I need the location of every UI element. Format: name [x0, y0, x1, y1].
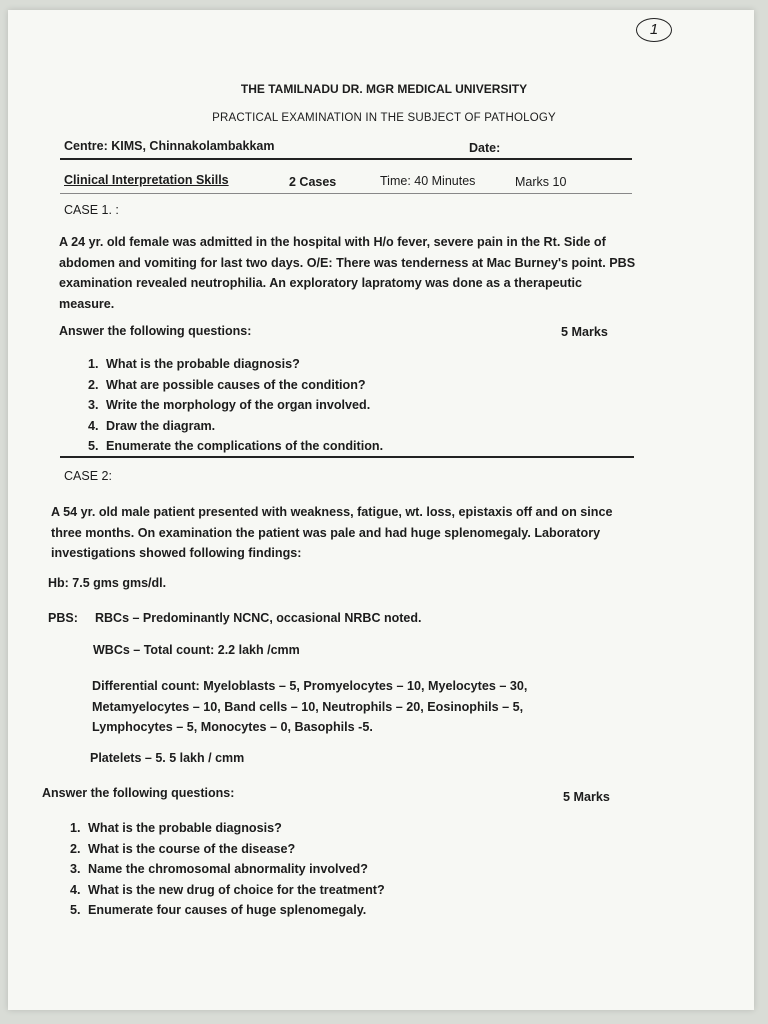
case2-prompt: Answer the following questions:	[42, 786, 235, 800]
marks-total: Marks 10	[515, 175, 567, 189]
case2-question-2: 2. What is the course of the disease?	[84, 839, 385, 860]
hb-value: Hb: 7.5 gms gms/dl.	[48, 576, 167, 590]
platelet-count: Platelets – 5. 5 lakh / cmm	[90, 751, 245, 765]
case-divider	[60, 456, 634, 458]
case2-question-4: 4. What is the new drug of choice for the treatment?	[84, 880, 385, 901]
pbs-label: PBS:	[48, 611, 78, 625]
case2-title: CASE 2:	[64, 469, 112, 483]
date-label: Date:	[469, 141, 501, 155]
case2-question-5: 5. Enumerate four causes of huge splenomegaly.	[84, 900, 385, 921]
case1-marks: 5 Marks	[561, 325, 608, 339]
case2-marks: 5 Marks	[563, 790, 610, 804]
case1-question-2: 2. What are possible causes of the condition?	[102, 375, 383, 396]
case2-description: A 54 yr. old male patient presented with weakness, fatigue, wt. loss, epistaxis off and on since three months. On examination the patient was pale and had huge splenomegaly. Laboratory investigations showed following findings:	[51, 505, 613, 560]
subheader-rule	[60, 193, 632, 194]
header-rule	[60, 158, 632, 160]
differential-count: Differential count: Myeloblasts – 5, Promyelocytes – 10, Myelocytes – 30, Metamyelocytes – 10, Band cells – 10, Neutrophils – 20, Eosinophils – 5, Lymphocytes – 5, Monocytes – 0, Basophils -5.	[92, 679, 528, 734]
case1-question-list	[80, 354, 383, 457]
case2-question-1: 1. What is the probable diagnosis?	[84, 818, 385, 839]
case1-question-1: 1. What is the probable diagnosis?	[102, 354, 383, 375]
case1-question-5: 5. Enumerate the complications of the condition.	[102, 436, 383, 457]
time-label: Time: 40 Minutes	[380, 174, 476, 188]
skill-label: Clinical Interpretation Skills	[64, 173, 229, 187]
case1-question-3: 3. Write the morphology of the organ involved.	[102, 395, 383, 416]
case2-question-3: 3. Name the chromosomal abnormality involved?	[84, 859, 385, 880]
cases-count: 2 Cases	[289, 175, 337, 189]
case2-question-list	[62, 818, 385, 921]
case1-title: CASE 1. :	[64, 203, 119, 217]
page-number-circle: 1	[636, 18, 672, 42]
rbc-finding: RBCs – Predominantly NCNC, occasional NRBC noted.	[95, 611, 422, 625]
case1-description: A 24 yr. old female was admitted in the hospital with H/o fever, severe pain in the Rt. Side of abdomen and vomiting for last two days. O/E: There was tenderness at Mac Burney's point. PBS examination revealed neutrophilia. An exploratory lapratomy was done as a therapeutic measure.	[59, 235, 636, 311]
exam-title: PRACTICAL EXAMINATION IN THE SUBJECT OF PATHOLOGY	[212, 112, 556, 124]
case1-prompt: Answer the following questions:	[59, 324, 252, 338]
centre-label: Centre: KIMS, Chinnakolambakkam	[64, 139, 275, 153]
university-title: THE TAMILNADU DR. MGR MEDICAL UNIVERSITY	[240, 82, 528, 96]
case1-question-4: 4. Draw the diagram.	[102, 416, 383, 437]
wbc-finding: WBCs – Total count: 2.2 lakh /cmm	[93, 643, 300, 657]
